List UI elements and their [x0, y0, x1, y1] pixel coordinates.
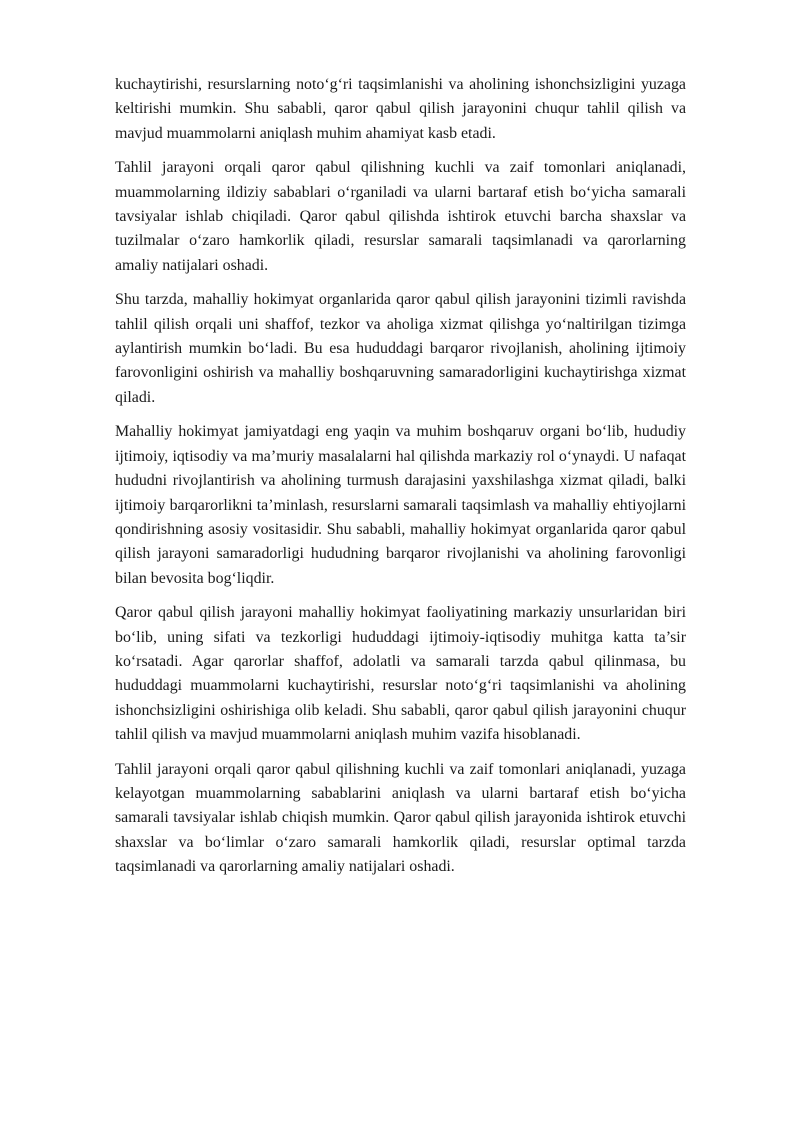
- document-body: [115, 73, 686, 890]
- paragraph-4: Mahalliy hokimyat jamiyatdagi eng yaqin va muhim boshqaruv organi bo‘lib, hududiy ijtimoiy, iqtisodiy va ma’muriy masalalarni hal qilishda markaziy rol o‘ynaydi. U nafaqat hududni rivojlantirish va aholining turmush darajasini yaxshilashga xizmat qiladi, balki ijtimoiy barqarorlikni ta’minlash, resurslarni samarali taqsimlash va mahalliy ehtiyojlarni qondirishning asosiy vositasidir. Shu sababli, mahalliy hokimyat organlarida qaror qabul qilish jarayoni samaradorligi hududning barqaror rivojlanishi va aholining farovonligi bilan bevosita bog‘liqdir.: [115, 423, 686, 587]
- paragraph-2: Tahlil jarayoni orqali qaror qabul qilishning kuchli va zaif tomonlari aniqlanadi, muammolarning ildiziy sabablari o‘rganiladi va ularni bartaraf etish bo‘yicha samarali tavsiyalar ishlab chiqiladi. Qaror qabul qilishda ishtirok etuvchi barcha shaxslar va tuzilmalar o‘zaro hamkorlik qiladi, resurslar samarali taqsimlanadi va qarorlarning amaliy natijalari oshadi.: [115, 159, 686, 274]
- paragraph-1: kuchaytirishi, resurslarning noto‘g‘ri taqsimlanishi va aholining ishonchsizligini yuzaga keltirishi mumkin. Shu sababli, qaror qabul qilish jarayonini chuqur tahlil qilish va mavjud muammolarni aniqlash muhim ahamiyat kasb etadi.: [115, 76, 686, 142]
- paragraph-6: Tahlil jarayoni orqali qaror qabul qilishning kuchli va zaif tomonlari aniqlanadi, yuzaga kelayotgan muammolarning sabablarini aniqlash va ularni bartaraf etish bo‘yicha samarali tavsiyalar ishlab chiqish mumkin. Qaror qabul qilish jarayonida ishtirok etuvchi shaxslar va bo‘limlar o‘zaro samarali hamkorlik qiladi, resurslar optimal tarzda taqsimlanadi va qarorlarning amaliy natijalari oshadi.: [115, 760, 686, 876]
- paragraph-3: Shu tarzda, mahalliy hokimyat organlarida qaror qabul qilish jarayonini tizimli ravishda tahlil qilish orqali uni shaffof, tezkor va aholiga xizmat qilishga yo‘naltirilgan tizimga aylantirish mumkin bo‘ladi. Bu esa hududdagi barqaror rivojlanish, aholining ijtimoiy farovonligini oshirish va mahalliy boshqaruvning samaradorligini kuchaytirishga xizmat qiladi.: [115, 291, 686, 406]
- paragraph-5: Qaror qabul qilish jarayoni mahalliy hokimyat faoliyatining markaziy unsurlaridan biri bo‘lib, uning sifati va tezkorligi hududdagi ijtimoiy-iqtisodiy muhitga katta ta’sir ko‘rsatadi. Agar qarorlar shaffof, adolatli va samarali tarzda qabul qilinmasa, bu hududdagi muammolarni kuchaytirishi, resurslar noto‘g‘ri taqsimlanishi va aholining ishonchsizligini oshirishiga olib keladi. Shu sababli, qaror qabul qilish jarayonini chuqur tahlil qilish va mavjud muammolarni aniqlash muhim vazifa hisoblanadi.: [115, 604, 686, 744]
